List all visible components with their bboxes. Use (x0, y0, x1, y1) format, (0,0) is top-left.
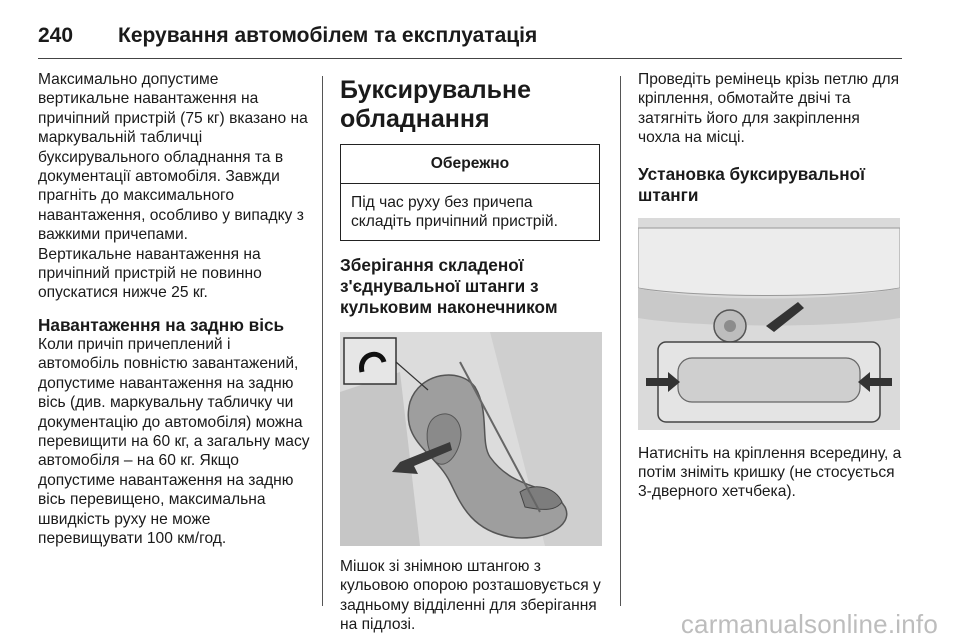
towbar-bag-illustration (340, 332, 602, 546)
cover-removal-illustration (638, 218, 900, 430)
paragraph-min-load: Вертикальне навантаження на причіпний пристрій не повинно опускатися нижче 25 кг. (38, 245, 262, 302)
caution-box (340, 144, 600, 241)
column-3 (638, 70, 904, 502)
caption-towbar-bag: Мішок зі знімною штангою з кульовою опорою розташовується у задньому відділенні для зберігання на підлозі. (340, 557, 601, 634)
page-number: 240 (38, 24, 74, 47)
heading-rear-axle-load: Навантаження на задню вісь (38, 314, 285, 335)
page-title: Керування автомобілем та експлуатація (118, 24, 538, 47)
paragraph-vertical-load: Максимально допустиме вертикальне навантаження на причіпний пристрій (75 кг) вказано на маркувальній табличці буксирувального обладнання та в документації автомобіля. Завжди прагніть до максимального навантаження, особливо у випадку з важкими причепами. (38, 71, 308, 244)
heading-install-towbar: Установка буксирувальної штанги (638, 163, 865, 205)
watermark: carmanualsonline.info (680, 609, 938, 639)
figure-towbar-bag (340, 332, 602, 546)
header-divider (38, 58, 902, 59)
column-divider-1 (322, 76, 323, 606)
page-header (38, 16, 900, 56)
caption-cover-removal: Натисніть на кріплення всередину, а потім зніміть кришку (не стосується 3-дверного хетчбека). (638, 444, 902, 501)
paragraph-strap: Проведіть ремінець крізь петлю для кріплення, обмотайте двічі та затягніть його для закріплення чохла на місці. (638, 71, 900, 147)
paragraph-rear-axle-load: Коли причіп причеплений і автомобіль повністю завантажений, допустиме навантаження на задню вісь (див. маркувальну табличку чи документацію до автомобіля) можна перевищити на 60 кг, а загальну масу автомобіля – на 60 кг. Якщо допустиме навантаження на задню вісь перевищено, максимальна швидкість руху не може перевищувати 100 км/год. (38, 335, 310, 547)
column-2 (340, 76, 602, 634)
section-title-towing-equipment: Буксирувальне обладнання (340, 76, 532, 133)
column-divider-2 (620, 76, 621, 606)
column-1 (38, 70, 310, 548)
caution-text: Під час руху без причепа складіть причіпний пристрій. (351, 194, 558, 231)
caution-title: Обережно (341, 145, 599, 184)
figure-cover-removal (638, 218, 900, 430)
heading-storage: Зберігання складеної з'єднувальної штанги з кульковим наконечником (340, 254, 558, 317)
